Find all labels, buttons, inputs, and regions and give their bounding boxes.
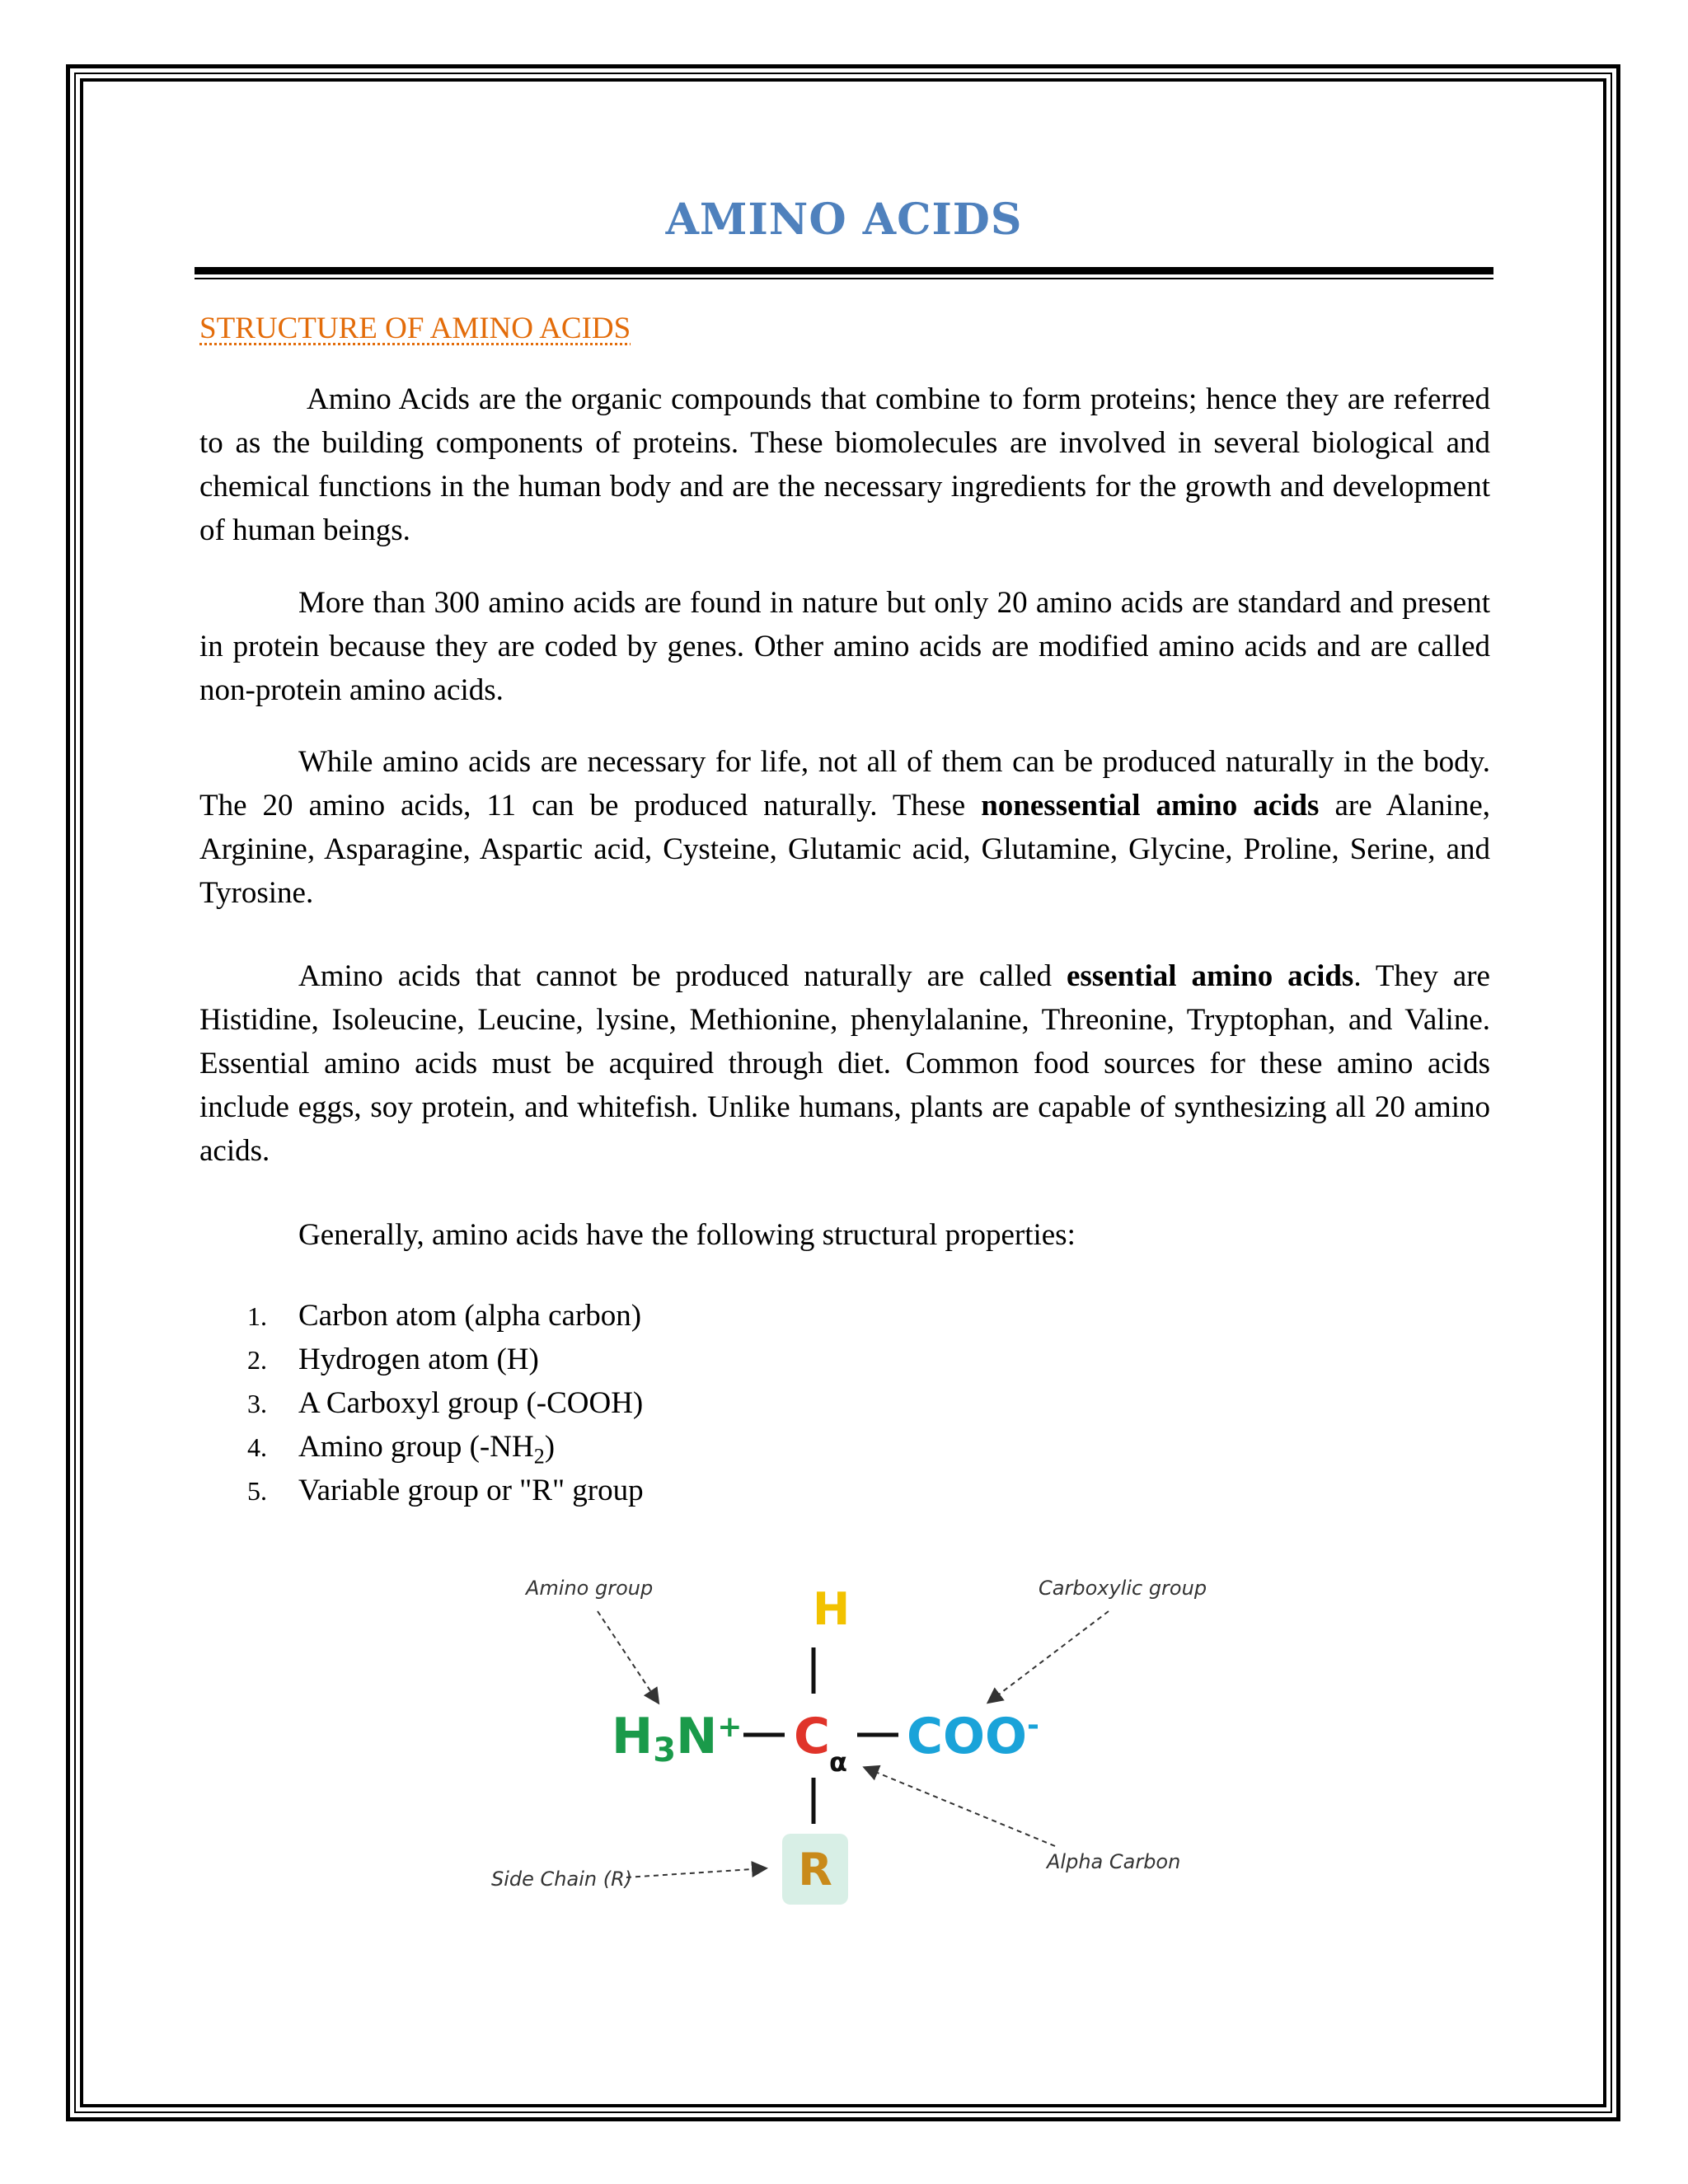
amino-group-label: Amino group [526, 1577, 654, 1600]
title-rule-thin [195, 278, 1493, 279]
paragraph-nonessential: While amino acids are necessary for life, not all of them can be produced naturally in the body. The 20 amino acids, 11 can be produced naturally. These nonessential amino acids are Alanine, Arginine, Asparagine, Aspartic acid, Cysteine, Glutamic acid, Glutamine, Glycine, Proline, Serine, and Tyrosine. [199, 745, 1490, 910]
side-chain-arrow [626, 1868, 765, 1877]
amino-group-formula: H3N+ [612, 1708, 743, 1769]
section-heading: STRUCTURE OF AMINO ACIDS [199, 312, 631, 345]
side-chain-r: R [798, 1844, 832, 1896]
alpha-carbon-label: Alpha Carbon [1047, 1850, 1181, 1873]
list-item: 1. Carbon atom (alpha carbon) [247, 1299, 642, 1333]
title-rule-thick [195, 267, 1493, 274]
page-title: AMINO ACIDS [665, 194, 1023, 245]
properties-list [199, 1294, 644, 1512]
nonessential-term: nonessential amino acids [981, 789, 1320, 823]
alpha-arrow [865, 1768, 1055, 1846]
hydrogen-atom: H [813, 1583, 851, 1635]
side-chain-label: Side Chain (R) [491, 1868, 633, 1891]
paragraph-intro: Amino Acids are the organic compounds that combine to form proteins; hence they are referred to as the building components of proteins. These biomolecules are involved in several biological and chemical functions in the human body and are the necessary ingredients for the growth and development of human beings. [199, 382, 1490, 547]
essential-term: essential amino acids [1066, 959, 1354, 993]
amino-acid-structure-diagram [462, 1562, 1220, 1924]
list-item: 3. A Carboxyl group (-COOH) [247, 1386, 644, 1420]
paragraph-essential: Amino acids that cannot be produced naturally are called essential amino acids. They are Histidine, Isoleucine, Leucine, lysine, Methionine, phenylalanine, Threonine, Tryptophan, and Valine. Essential amino acids must be acquired through diet. Common food sources for these amino acids include eggs, soy protein, and whitefish. Unlike humans, plants are capable of synthesizing all 20 amino acids. [199, 959, 1490, 1168]
list-item: 5. Variable group or "R" group [247, 1474, 644, 1507]
alpha-carbon: C [794, 1708, 831, 1765]
amino-arrow [598, 1611, 658, 1702]
list-item: 2. Hydrogen atom (H) [247, 1343, 539, 1376]
paragraph-count: More than 300 amino acids are found in nature but only 20 amino acids are standard and present in protein because they are coded by genes. Other amino acids are modified amino acids and are called non-protein amino acids. [199, 586, 1490, 707]
carboxyl-group-formula: COO- [907, 1708, 1039, 1765]
alpha-symbol: α [829, 1746, 847, 1778]
paragraph-properties-intro: Generally, amino acids have the following structural properties: [298, 1218, 1076, 1252]
list-item: 4. Amino group $(-NH_2)$ [247, 1430, 556, 1469]
carboxylic-arrow [989, 1611, 1109, 1702]
carboxylic-group-label: Carboxylic group [1039, 1577, 1207, 1600]
